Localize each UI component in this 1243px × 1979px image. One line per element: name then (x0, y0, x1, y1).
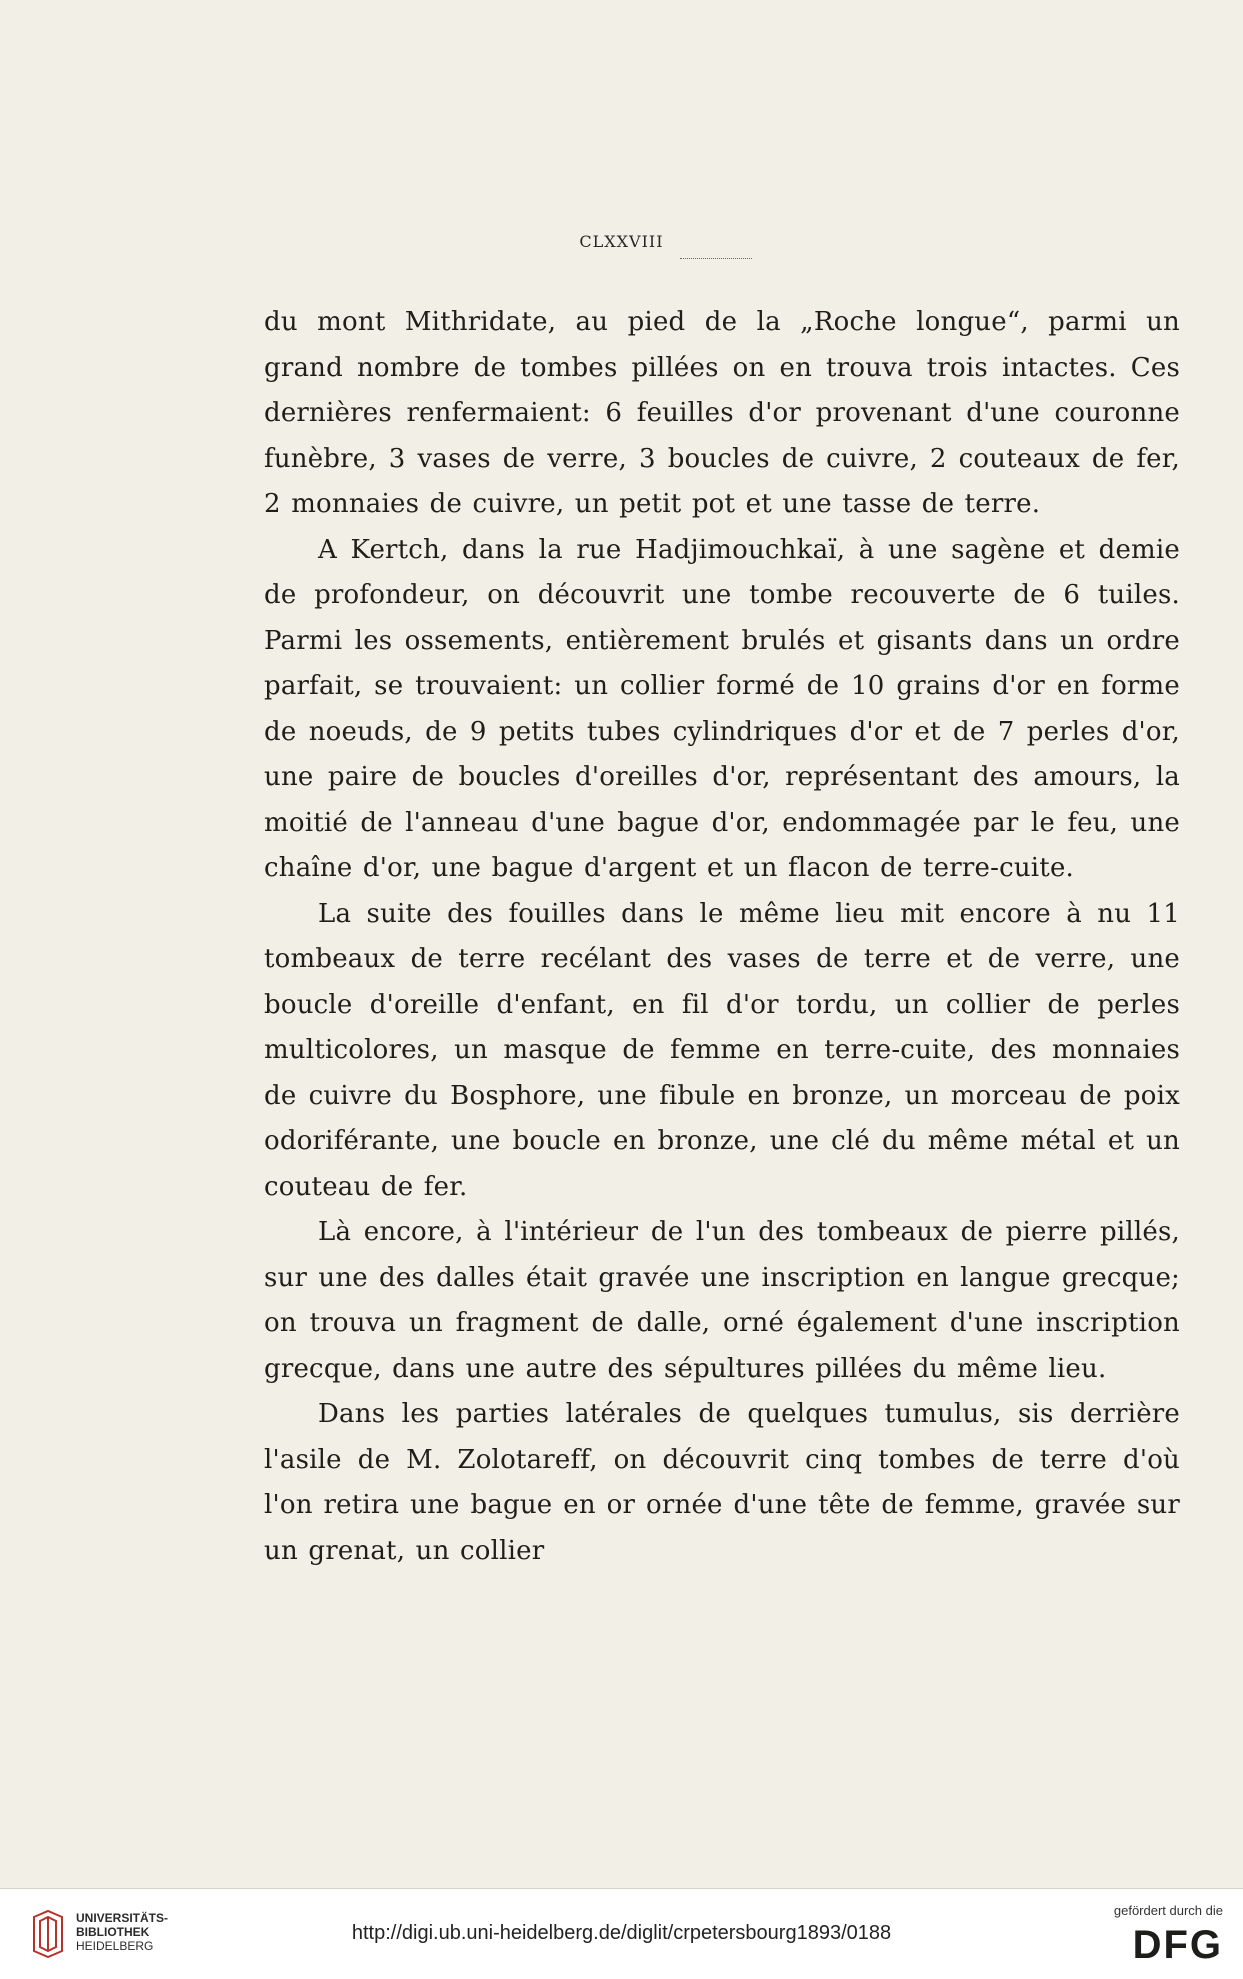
dfg-logo: DFG (1132, 1923, 1223, 1967)
paragraph-2: A Kertch, dans la rue Hadjimouchkaï, à une sagène et demie de profondeur, on découvrit une tombe recouverte de 6 tuiles. Parmi les ossements, entièrement brulés et gisants dans un ordre parfait, se trouvaient: un collier formé de 10 grains d'or en forme de noeuds, de 9 petits tubes cylindriques d'or et de 7 perles d'or, une paire de boucles d'oreilles d'or, représentant des amours, la moitié de l'anneau d'une bague d'or, endommagée par le feu, une chaîne d'or, une bague d'argent et un flacon de terre-cuite. (264, 534, 1180, 883)
funding-label: gefördert durch die (1113, 1903, 1223, 1918)
page-number-underline (680, 254, 752, 259)
paragraph-3: La suite des fouilles dans le même lieu mit encore à nu 11 tombeaux de terre recélant des vases de terre et de verre, une boucle d'oreille d'enfant, en fil d'or tordu, un collier de perles multicolores, un masque de femme en terre-cuite, des monnaies de cuivre du Bosphore, une fibule en bronze, un morceau de poix odoriférante, une boucle en bronze, une clé du même métal et un couteau de fer. (264, 898, 1180, 1202)
paragraph-1: du mont Mithridate, au pied de la „Roche longue“, parmi un grand nombre de tombes pillées on en trouva trois intactes. Ces dernières renfermaient: 6 feuilles d'or provenant d'une couronne funèbre, 3 vases de verre, 3 boucles de cuivre, 2 couteaux de fer, 2 monnaies de cuivre, un petit pot et une tasse de terre. (264, 307, 1180, 519)
body-text (264, 300, 1180, 1574)
permalink-url[interactable]: http://digi.ub.uni-heidelberg.de/diglit/crpetersbourg1893/0188 (351, 1922, 892, 1944)
paragraph-4: Là encore, à l'intérieur de l'un des tombeaux de pierre pillés, sur une des dalles était gravée une inscription en langue grecque; on trouva un fragment de dalle, orné également d'une inscription grecque, dans une autre des sépultures pillées du même lieu. (264, 1217, 1180, 1384)
library-name-line2: BIBLIOTHEK (76, 1925, 150, 1939)
paragraph-5: Dans les parties latérales de quelques tumulus, sis derrière l'asile de M. Zolotareff, on découvrit cinq tombes de terre d'où l'on retira une bague en or ornée d'une tête de femme, gravée sur un grenat, un collier (264, 1399, 1180, 1566)
library-name-line1: UNIVERSITÄTS- (76, 1911, 169, 1925)
page-number: CLXXVIII (579, 232, 664, 251)
footer-bar (0, 1888, 1243, 1979)
library-name-line3: HEIDELBERG (76, 1939, 154, 1953)
